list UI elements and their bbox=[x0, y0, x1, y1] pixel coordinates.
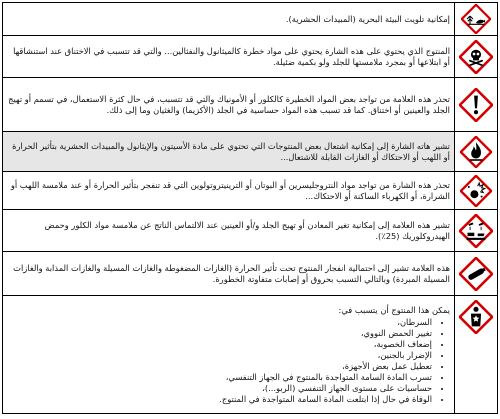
flame-icon bbox=[460, 136, 492, 168]
health-hazard-intro: يمكن هذا المنتوج أن يتسبب في: bbox=[338, 304, 450, 315]
health-risk-list bbox=[7, 317, 450, 405]
hazard-description: تحذر هذه العلامة من تواجد بعض المواد الخطيرة كالكلور أو الأمونياك والتي قد تتسبب، في حال كثرة الاستعمال، في تسمم أو تهيج الجلد والعينين أو اختناق. كما قد تسبب هذه المواد حساسية في الجلد (الأكزيما) والغثيان وما إلى ذلك. bbox=[3, 78, 455, 132]
exclamation-mark-icon bbox=[459, 88, 493, 122]
environment-hazard-icon bbox=[461, 4, 491, 34]
list-item: • تعطيل عمل بعض الأجهزة، bbox=[7, 361, 432, 372]
exploding-bomb-icon bbox=[460, 175, 492, 207]
hazard-row bbox=[3, 36, 498, 78]
skull-crossbones-icon bbox=[459, 40, 493, 74]
hazard-row bbox=[3, 172, 498, 210]
list-item: • الإضرار بالجنين، bbox=[7, 350, 432, 361]
hazard-pictograms-table bbox=[2, 2, 498, 414]
hazard-row bbox=[3, 132, 498, 172]
list-item: • تسرب المادة السامة المتواجدة بالمنتوج في الجهاز التنفسي، bbox=[7, 372, 432, 383]
hazard-row bbox=[3, 252, 498, 296]
hazard-description: المنتوج الذي يحتوي على هذه الشارة يحتوي على مواد خطرة كالميثانول والنفثالين... والتي قد تتسبب في الاختناق عند استنشاقها أو ابتلاعها أو بمجرد ملامستها للجلد ولو بكمية ضئيلة. bbox=[3, 36, 455, 78]
gas-cylinder-icon bbox=[459, 257, 493, 291]
hazard-row bbox=[3, 78, 498, 132]
hazard-description: تشير هذه العلامة إلى إمكانية تغير المعادن أو تهيج الجلد و/أو العينين عند الالتماس الناتج عن ملامسة مواد الكلور وحمض الهيدروكلوريك (25٪). bbox=[3, 210, 455, 252]
hazard-description: تحذر هذه الشارة من تواجد مواد النتروجليسرين أو البوتان أو الترينيتروتولوين التي قد تنفجر بتأثير الحرارة أو عند ملامسة اللهب أو الشرارة، أو الكهرباء الساكنة أو الاحتكاك... bbox=[3, 172, 455, 210]
hazard-row bbox=[3, 3, 498, 36]
hazard-row bbox=[3, 210, 498, 252]
health-hazard-icon bbox=[459, 300, 493, 334]
health-hazard-description bbox=[3, 296, 455, 414]
hazard-row bbox=[3, 296, 498, 414]
corrosion-icon bbox=[459, 214, 493, 248]
hazard-description: تشير هاته الشارة إلى إمكانية اشتعال بعض المنتوجات التي تحتوي على مادة الأسيتون والإيثانول والمبيدات الحشرية بتأثير الحرارة أو اللهب أو الاحتكاك أو الغازات القابلة للاشتعال... bbox=[3, 132, 455, 172]
list-item: • إضعاف الخصوبة، bbox=[7, 339, 432, 350]
list-item: • السرطان، bbox=[7, 317, 432, 328]
hazard-description: هذه العلامة تشير إلى احتمالية انفجار المنتوج تحت تأثير الحرارة (الغازات المضغوطة والغازات المسيلة والغازات المذابة والغازات المسيلة المبردة) وبالتالي التسبب بحروق أو إصابات متفاوتة الخطورة. bbox=[3, 252, 455, 296]
list-item: • تغيير الحمض النووي، bbox=[7, 328, 432, 339]
list-item: • الوفاة في حال إذا ابتلعت المادة السامة المتواجدة في المنتوج. bbox=[7, 394, 432, 405]
list-item: • حساسيات على مستوى الجهاز التنفسي (الربو...)، bbox=[7, 383, 432, 394]
hazard-description: إمكانية تلويث البيئة البحرية (المبيدات الحشرية). bbox=[3, 3, 455, 36]
